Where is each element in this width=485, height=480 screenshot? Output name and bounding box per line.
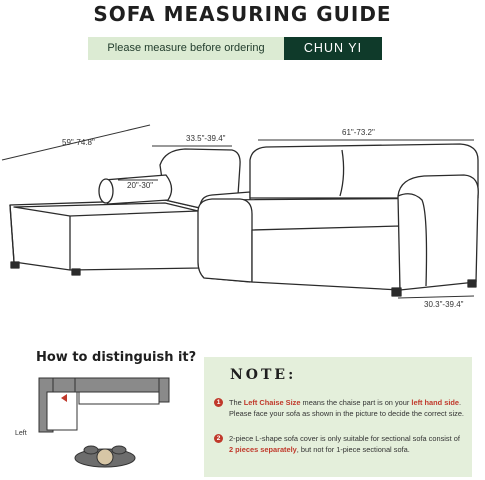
banner-instruction: Please measure before ordering (88, 37, 284, 60)
note-text-2 (229, 433, 466, 455)
note-item-2 (214, 433, 466, 455)
note-1-highlight2: left hand side (411, 398, 460, 407)
note-item-1 (214, 397, 466, 419)
note-2-highlight1: 2 pieces separately (229, 445, 297, 454)
note-number-1: 1 (214, 398, 223, 407)
note-text-1 (229, 397, 466, 419)
left-label: Left (15, 430, 27, 437)
note-1-part3: . Please face your sofa as shown in the picture to decide the correct size. (229, 398, 464, 418)
note-1-part1: The (229, 398, 244, 407)
brand-label: CHUN YI (284, 37, 382, 60)
sofa-depth-dimension: 30.3"-39.4" (424, 300, 464, 309)
note-1-part2: means the chaise part is on your (300, 398, 412, 407)
note-2-part1: 2-piece L-shape sofa cover is only suitable for sectional sofa consist of (229, 434, 460, 443)
page-title: SOFA MEASURING GUIDE (93, 2, 392, 26)
note-2-part2: , but not for 1-piece sectional sofa. (296, 445, 410, 454)
note-title: NOTE: (230, 367, 297, 383)
chaise-length-dimension: 59"-74.8" (62, 138, 95, 147)
sofa-width-dimension: 61"-73.2" (342, 128, 375, 137)
note-number-2: 2 (214, 434, 223, 443)
note-1-highlight1: Left Chaise Size (243, 398, 301, 407)
distinguish-heading: How to distinguish it? (36, 350, 197, 365)
note-panel (204, 357, 472, 477)
chaise-depth-dimension: 33.5"-39.4" (186, 134, 226, 143)
orientation-diagram (5, 370, 185, 480)
pillow-dimension: 20"-30" (127, 181, 154, 190)
